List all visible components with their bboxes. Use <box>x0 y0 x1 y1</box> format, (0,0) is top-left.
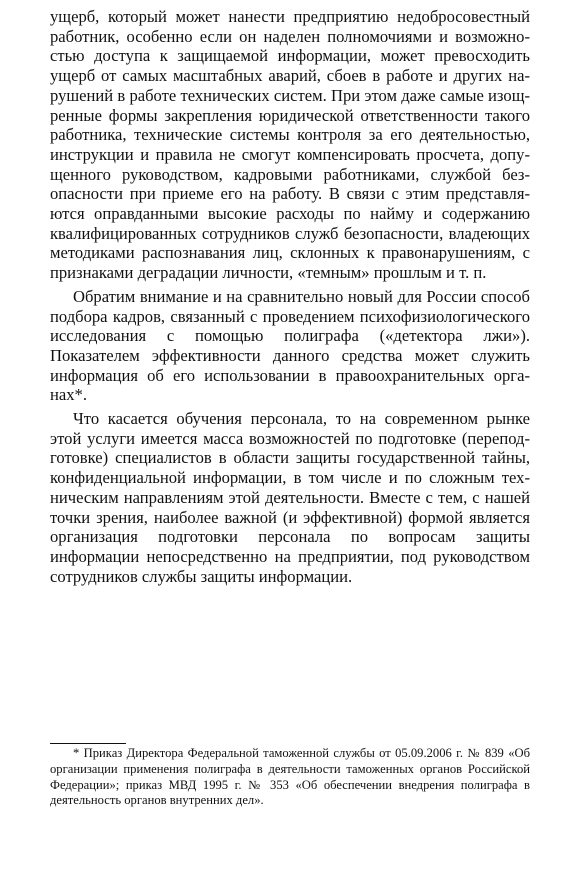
body-text <box>50 7 530 590</box>
footnote: * Приказ Директора Федеральной таможенной службы от 05.09.2006 г. № 839 «Об организации применения полиграфа в деятельности таможенных органов Российской Федерации»; приказ МВД 1995 г. № 353 «Об обеспечении внедрения полиграфа в деятельность органов внутренних дел». <box>50 746 530 808</box>
paragraph-2: Обратим внимание и на сравнительно новый для России способ подбора кадров, связанный с проведением психофизиологического исследования с помощью полиграфа («детектора лжи»). Показателем эффективности данного средства может служить информация об его использовании в правоохранительных органах*. <box>50 286 530 405</box>
paragraph-3: Что касается обучения персонала, то на современном рынке этой услуги имеется масса возможностей по подготовке (переподготовке) специалистов в области защиты государственной тайны, конфиденциальной информации, в том числе и по сложным техническим направлениям этой деятельности. Вместе с тем, с нашей точки зрения, наиболее важной (и эффективной) формой является организация подготовки персонала по вопросам защиты информации непосредственно на предприятии, под руководством сотрудников службы защиты информации. <box>50 409 530 586</box>
paragraph-1: ущерб, который может нанести предприятию недобросовестный работник, особенно если он наделен полномочиями и возможностью доступа к защищаемой информации, может превосходить ущерб от самых масштабных аварий, сбоев в работе и других нарушений в работе технических систем. При этом даже самые изощренные формы закрепления юридической ответственности такого работника, технические системы контроля за его деятельностью, инструкции и правила не смогут компенсировать просчета, допущенного руководством, кадровыми работниками, службой безопасности при приеме его на работу. В связи с этим представляются оправданными высокие расходы по найму и содержанию квалифицированных сотрудников служб безопасности, владеющих методиками распознавания лиц, склонных к правонарушениям, с признаками деградации личности, «темным» прошлым и т. п. <box>50 7 530 283</box>
footnote-divider <box>50 743 126 744</box>
